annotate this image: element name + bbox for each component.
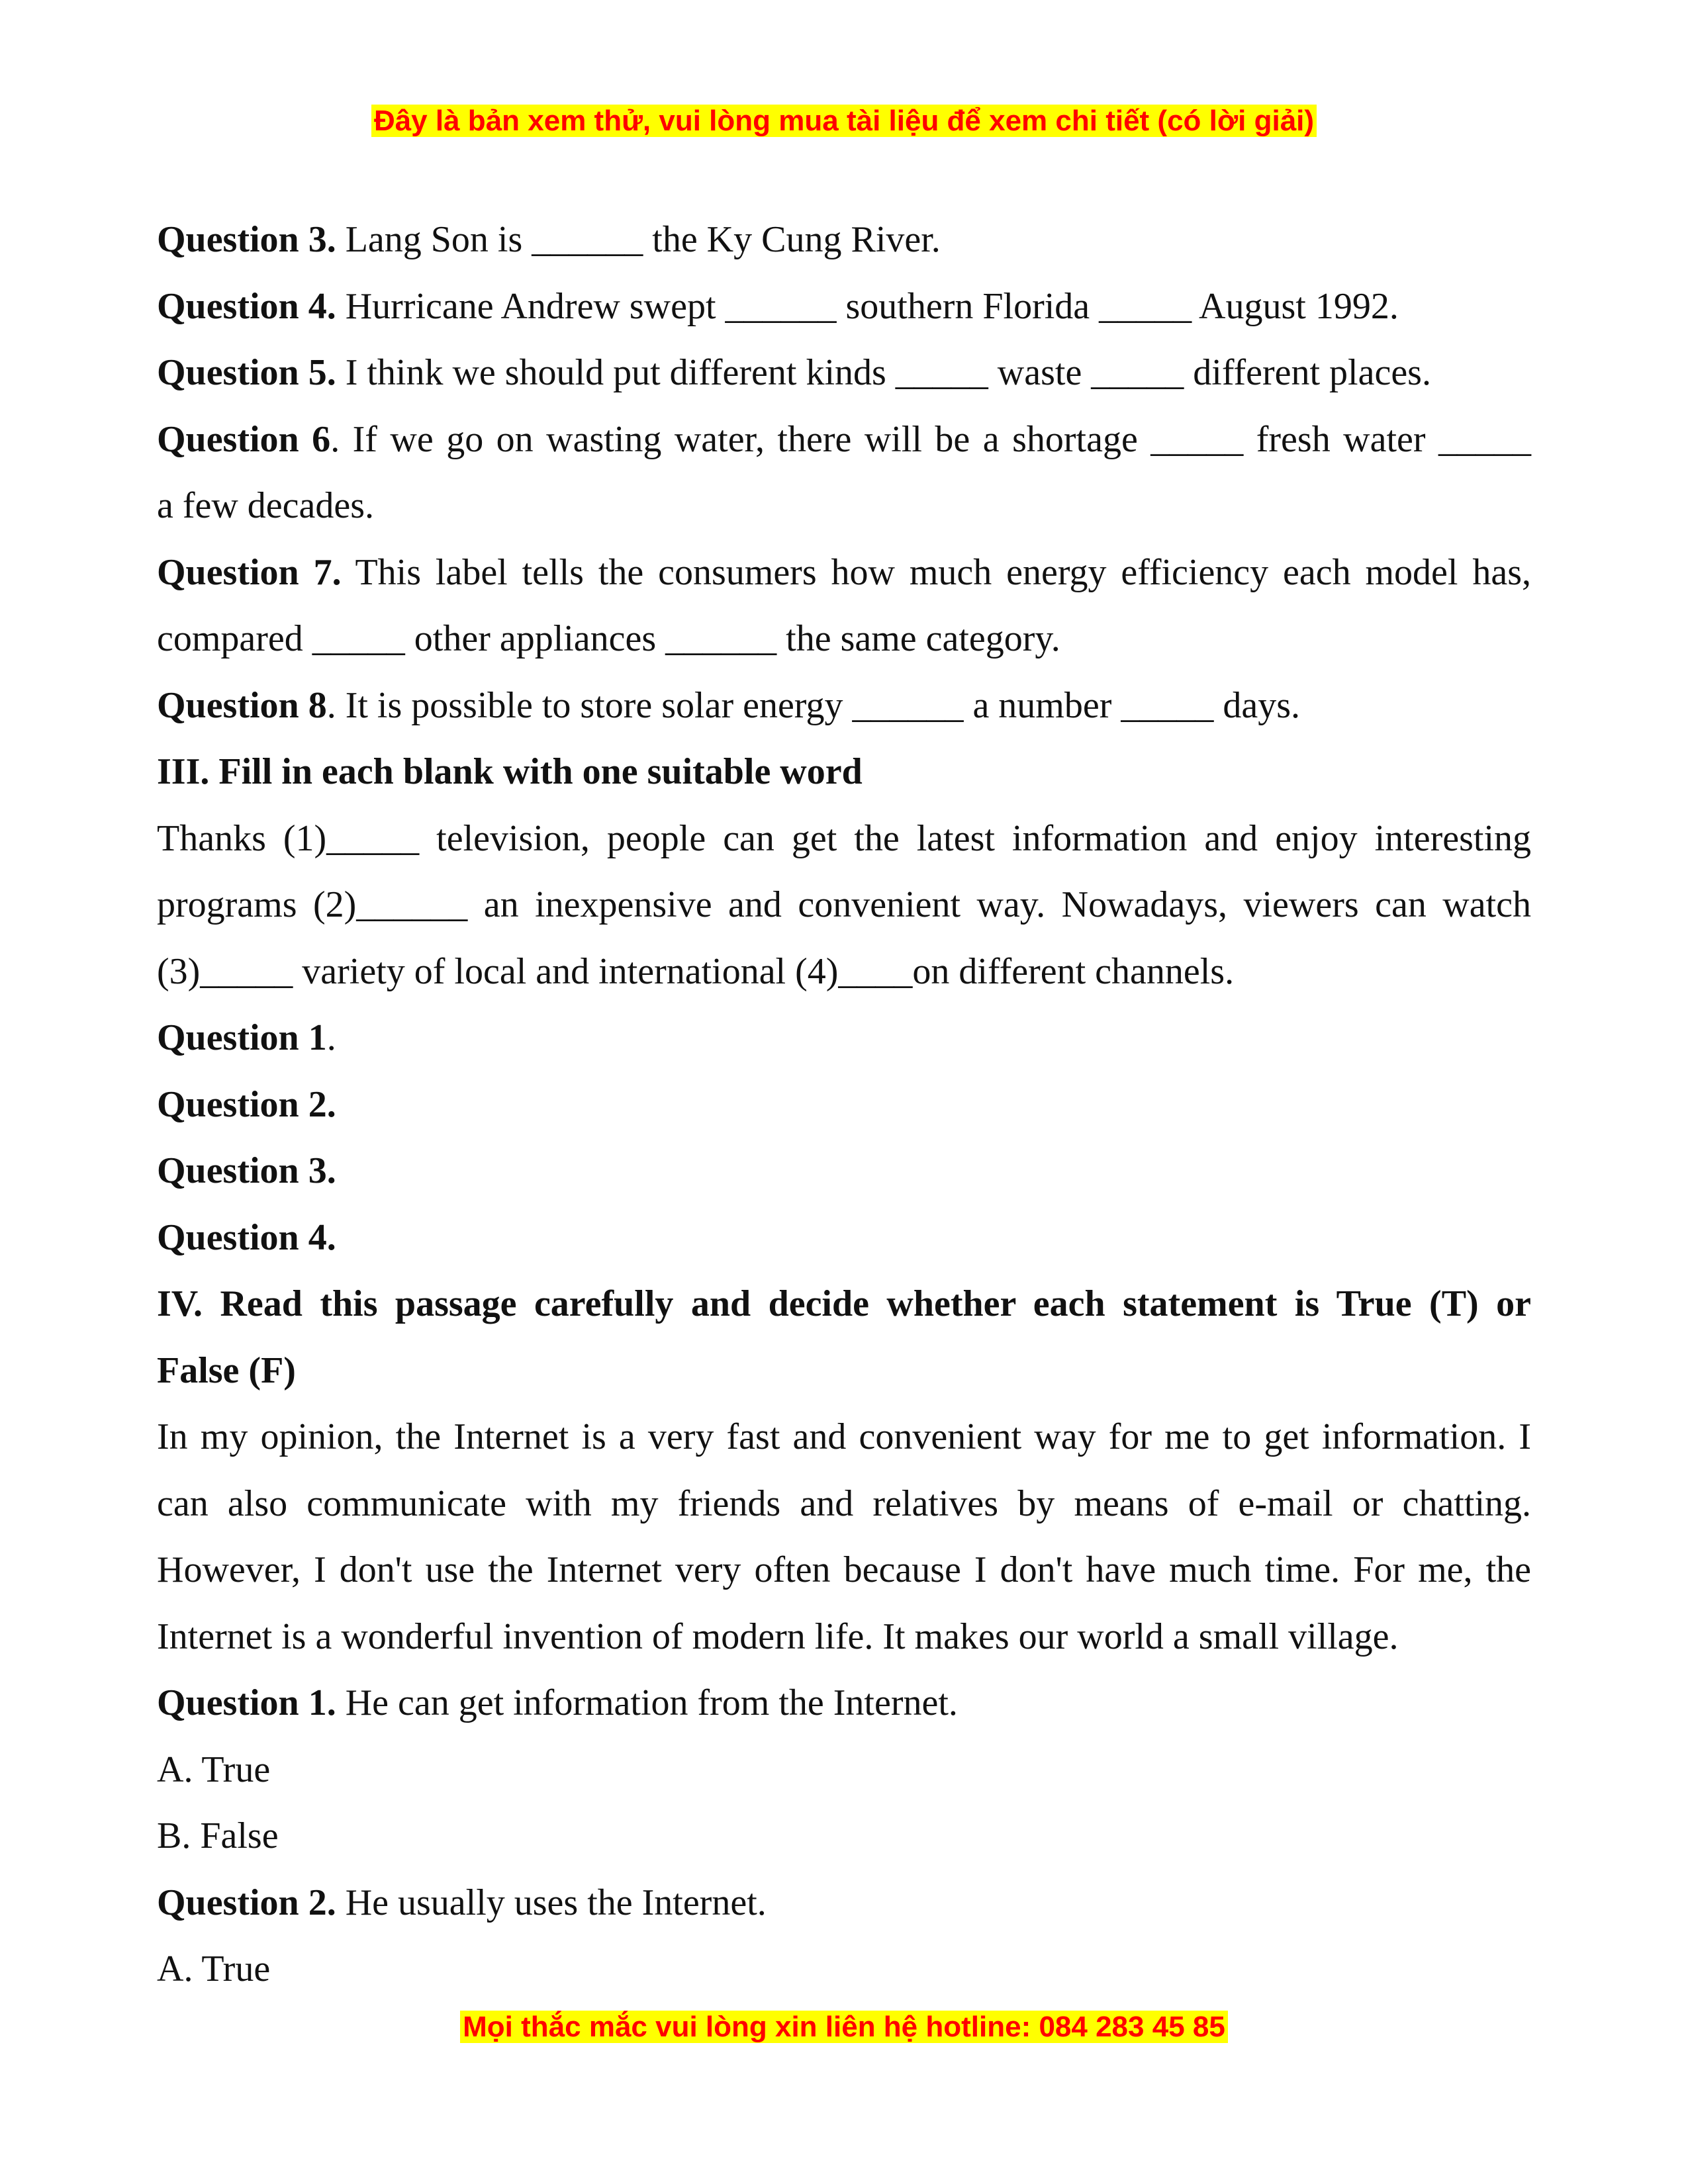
question-text: This label tells the consumers how much energy efficiency each model has, — [341, 551, 1531, 593]
question-label: Question 3. — [157, 1150, 336, 1191]
question-label: Question 4. — [157, 285, 336, 327]
question-label: Question 6 — [157, 418, 331, 460]
passage-line: However, I don't use the Internet very often because I don't have much time. For me, the — [157, 1549, 1531, 1590]
question-text: . If we go on wasting water, there will be a shortage _____ fresh water _____ — [330, 418, 1532, 460]
question-text: He can get information from the Internet. — [336, 1682, 958, 1723]
question-label: Question 7. — [157, 551, 342, 593]
question-label: Question 2. — [157, 1882, 336, 1923]
hotline-banner — [0, 2007, 1688, 2048]
question-text: . It is possible to store solar energy ______ a number _____ days. — [326, 684, 1301, 726]
question-text: Hurricane Andrew swept ______ southern Florida _____ August 1992. — [336, 285, 1399, 327]
section-heading-continued — [157, 1338, 1531, 1404]
preview-notice-banner — [0, 101, 1688, 142]
hotline-text: Mọi thắc mắc vui lòng xin liên hệ hotline: 084 283 45 85 — [460, 2011, 1228, 2043]
passage-line: In my opinion, the Internet is a very fast and convenient way for me to get information. I — [157, 1416, 1531, 1457]
question-line — [157, 406, 1531, 473]
document-body — [157, 206, 1531, 2003]
question-label: Question 8 — [157, 684, 327, 726]
question-line — [157, 206, 1531, 273]
question-text: Lang Son is ______ the Ky Cung River. — [336, 219, 941, 260]
question-label: Question 5. — [157, 352, 336, 393]
passage-line: (3)_____ variety of local and international (4)____on different channels. — [157, 950, 1235, 992]
question-label: Question 4. — [157, 1216, 336, 1258]
section-heading — [157, 1271, 1531, 1338]
question-suffix: . — [326, 1017, 336, 1058]
question-label: Question 1. — [157, 1682, 336, 1723]
question-line — [157, 672, 1531, 739]
question-line — [157, 273, 1531, 340]
question-line — [157, 340, 1531, 406]
question-line — [157, 539, 1531, 606]
question-line-continued: a few decades. — [157, 485, 375, 526]
question-label: Question 1 — [157, 1017, 327, 1058]
passage-line: programs (2)______ an inexpensive and convenient way. Nowadays, viewers can watch — [157, 884, 1531, 925]
answer-option-a: A. True — [157, 1948, 271, 1989]
answer-line — [157, 1205, 1531, 1271]
section-heading-text: False (F) — [157, 1349, 296, 1391]
preview-notice-text: Đây là bản xem thử, vui lòng mua tài liệu để xem chi tiết (có lời giải) — [371, 105, 1317, 137]
question-label: Question 3. — [157, 219, 336, 260]
passage-line: can also communicate with my friends and relatives by means of e-mail or chatting. — [157, 1482, 1531, 1524]
question-line — [157, 1670, 1531, 1737]
question-label: Question 2. — [157, 1083, 336, 1125]
section-heading-text: III. Fill in each blank with one suitable word — [157, 751, 863, 792]
section-heading-text: IV. Read this passage carefully and decide whether each statement is True (T) or — [157, 1283, 1531, 1324]
answer-line — [157, 1071, 1531, 1138]
section-heading — [157, 739, 1531, 805]
answer-option-b: B. False — [157, 1815, 279, 1856]
answer-option-a: A. True — [157, 1749, 271, 1790]
passage-line: Thanks (1)_____ television, people can get the latest information and enjoy interesting — [157, 817, 1531, 859]
answer-line — [157, 1005, 1531, 1071]
answer-line — [157, 1138, 1531, 1205]
question-line-continued: compared _____ other appliances ______ the same category. — [157, 618, 1060, 659]
question-text: He usually uses the Internet. — [336, 1882, 767, 1923]
question-text: I think we should put different kinds _____ waste _____ different places. — [336, 352, 1431, 393]
question-line — [157, 1870, 1531, 1936]
passage-line: Internet is a wonderful invention of modern life. It makes our world a small village. — [157, 1615, 1399, 1657]
